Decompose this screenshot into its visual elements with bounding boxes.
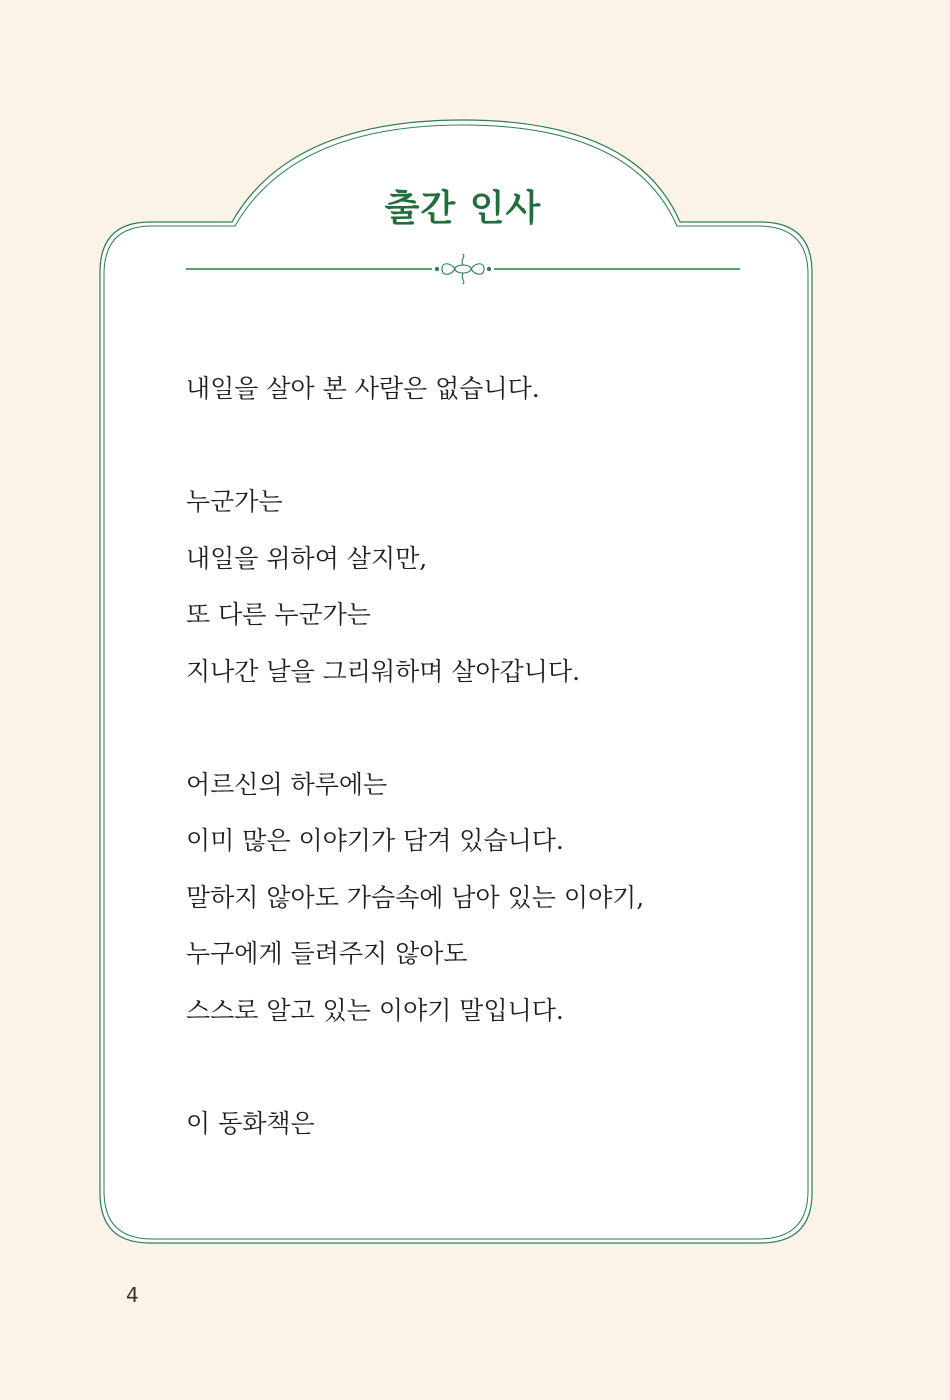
page-number: 4 <box>126 1283 139 1307</box>
body-text-line: 내일을 위하여 살지만, <box>186 544 428 573</box>
page-title: 출간 인사 <box>384 187 542 229</box>
body-text-line: 스스로 알고 있는 이야기 말입니다. <box>186 996 564 1025</box>
body-text-line: 또 다른 누군가는 <box>186 600 371 629</box>
body-text-line: 지나간 날을 그리워하며 살아갑니다. <box>186 657 581 686</box>
body-text-line: 말하지 않아도 가슴속에 남아 있는 이야기, <box>186 883 645 912</box>
body-text-line: 이미 많은 이야기가 담겨 있습니다. <box>186 826 564 855</box>
body-text-line: 누구에게 들려주지 않아도 <box>186 939 468 968</box>
body-text-line: 누군가는 <box>186 487 283 516</box>
body-text-line: 내일을 살아 본 사람은 없습니다. <box>186 374 540 403</box>
body-text-line: 이 동화책은 <box>186 1109 315 1138</box>
body-text-line: 어르신의 하루에는 <box>186 770 388 799</box>
